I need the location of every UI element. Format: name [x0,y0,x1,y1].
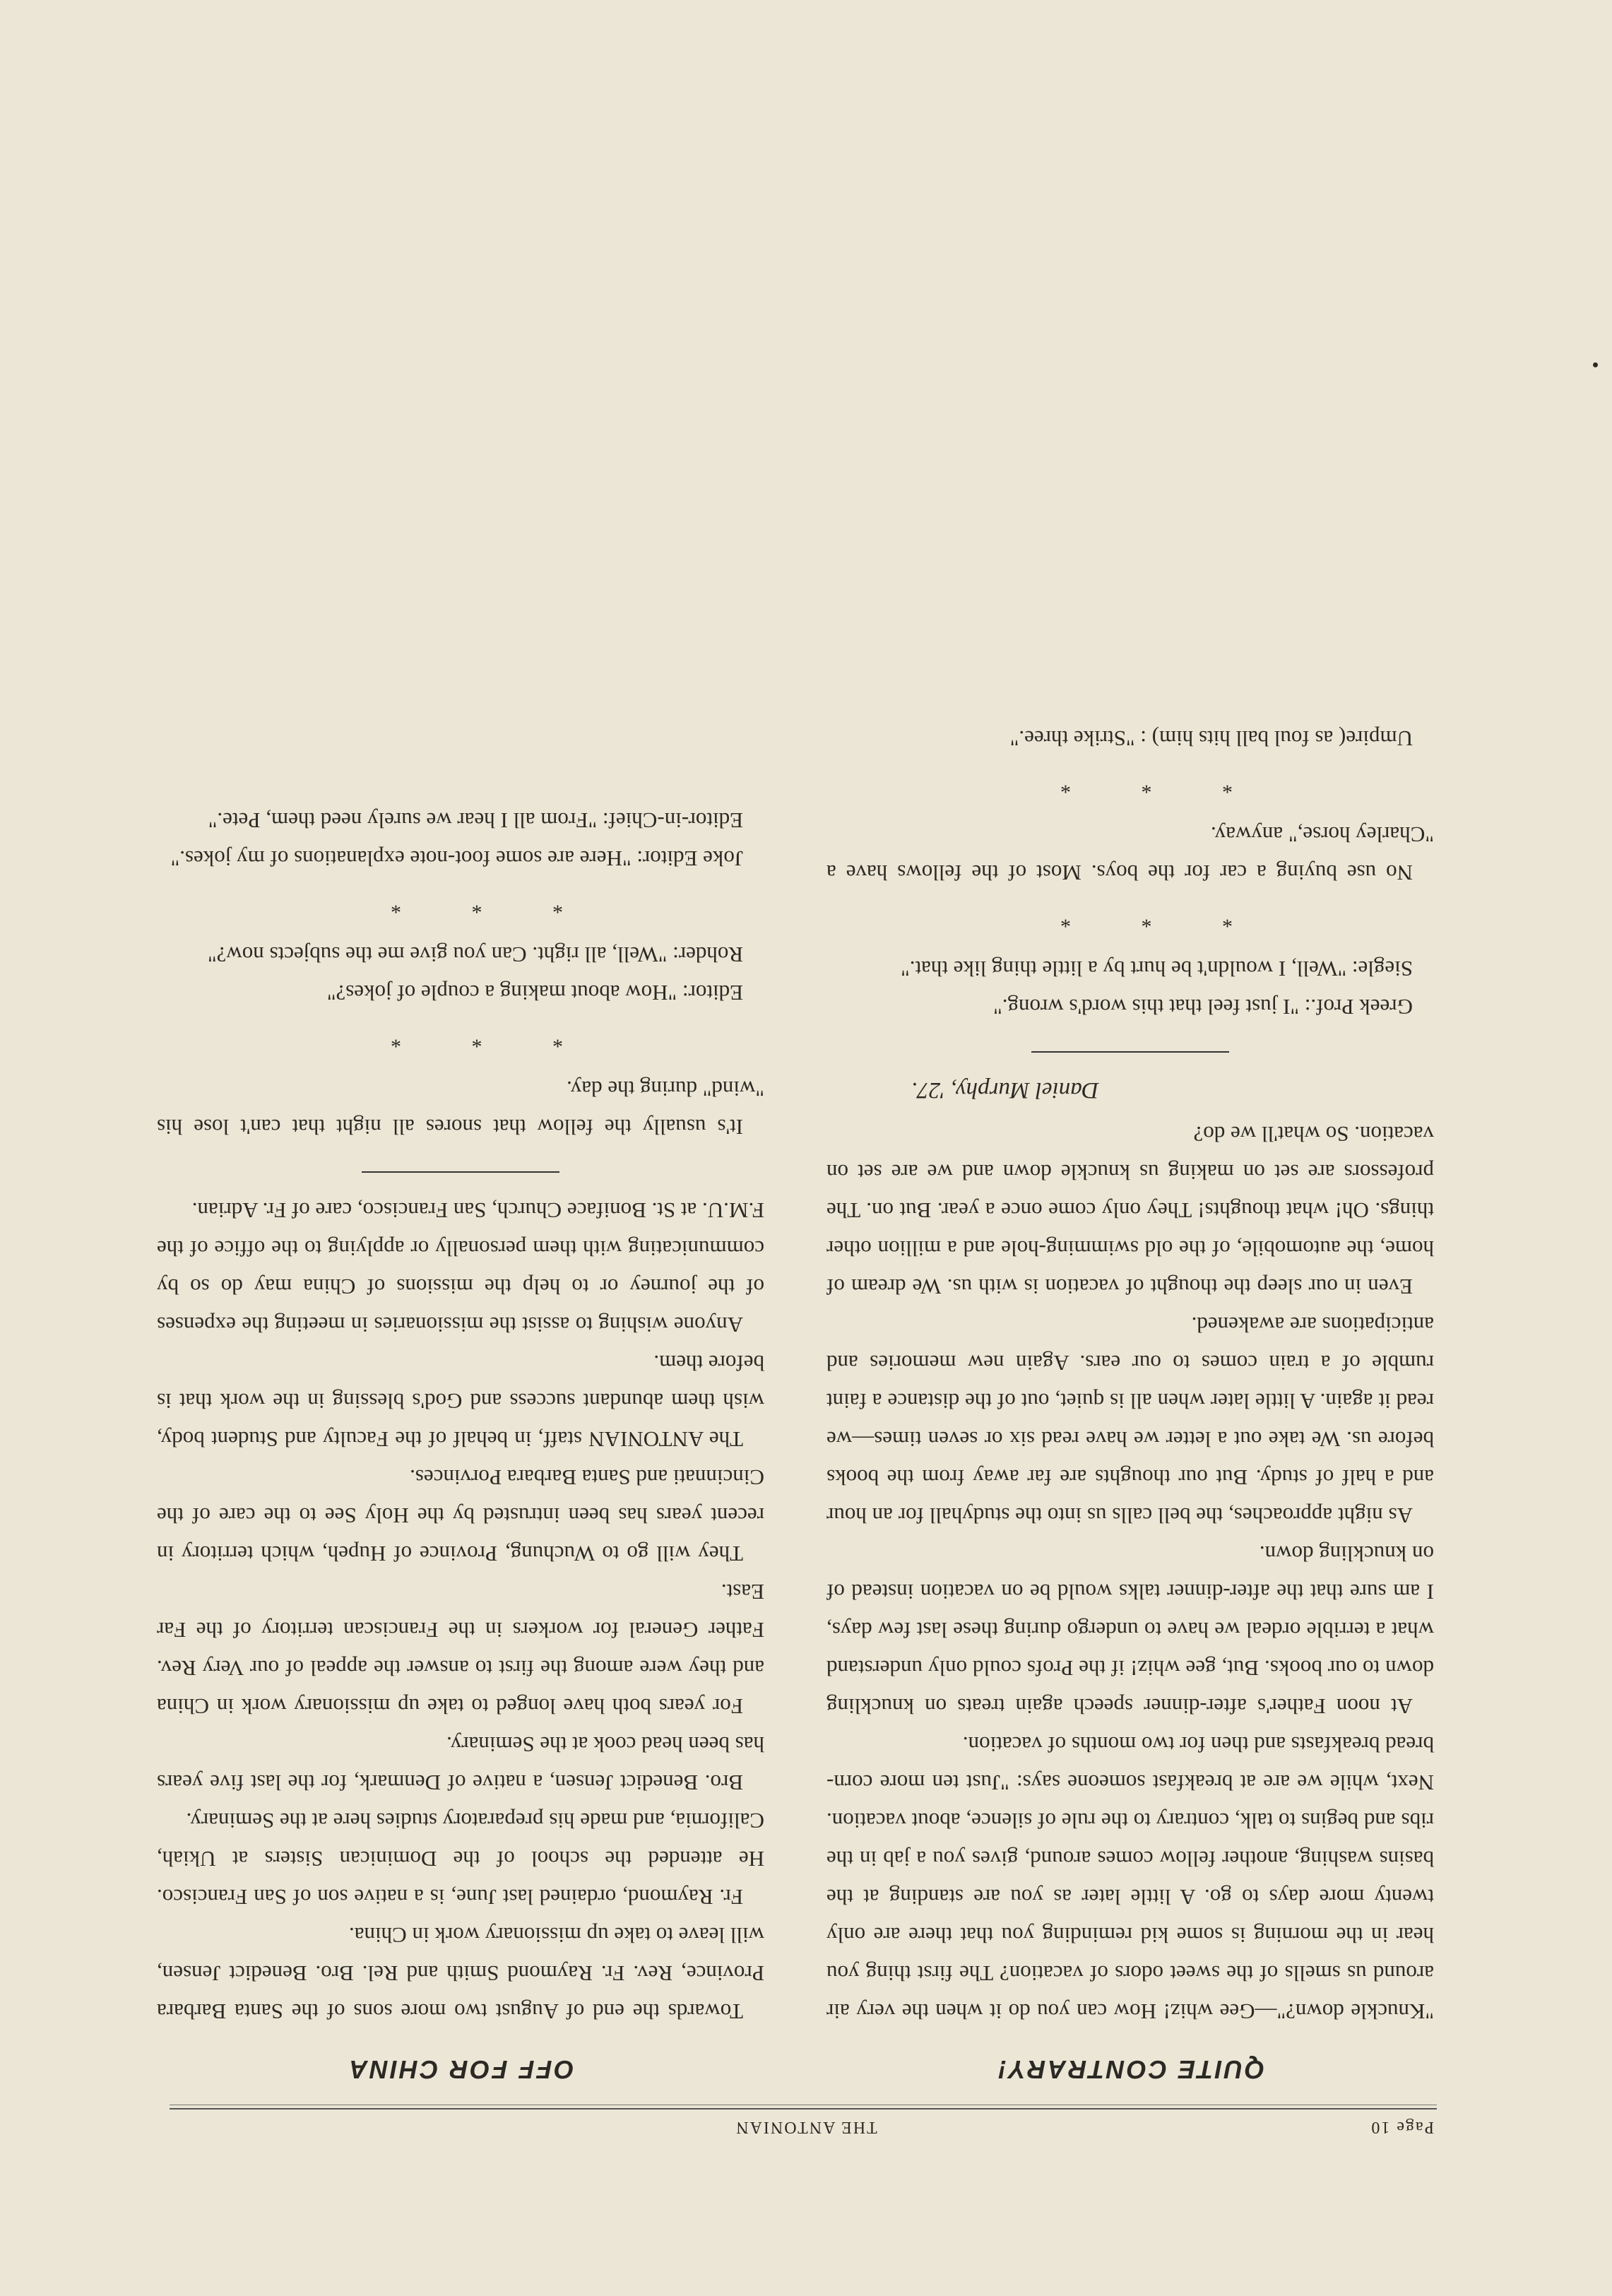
article-headline-off-for-china: OFF FOR CHINA [347,2055,574,2084]
article-paragraph: Fr. Raymond, ordained last June, is a native son of San Francisco. He attended the school of the Dominican Sisters at Ukiah, California, and made his preparatory studies here at the Seminary. [157,1809,764,1910]
article-paragraph: Even in our sleep the thought of vacation is with us. We dream of home, the automobile, of the old swimming-hole and a million other things. Oh! what thoughts! They only come once a year. But on. The professors are set on making us knuckle down and we are set on vacation. So what'll we do? [826,1122,1434,1299]
author-signature: Daniel Murphy, '27. [911,1077,1099,1103]
joke-line: Umpire( as foul ball hits him) : "Strike three." [1009,726,1413,751]
article-paragraph: The ANTONIAN staff, in behalf of the Faculty and Student body, wish them abundant success and God's blessing in the work that is before them. [157,1351,764,1452]
asterisk-separator: * * * [1028,909,1233,932]
asterisk-separator: * * * [1028,774,1233,798]
page-number: Page 10 [1370,2118,1434,2136]
asterisk-separator: * * * [358,1029,563,1052]
joke-line: It's usually the fellow that snores all night that can't lose his "wind" during the day. [157,1077,764,1140]
joke-line: No use buying a car for the boys. Most of the fellows have a "Charley horse," anyway. [826,822,1434,885]
joke-line: Joke Editor: "Here are some foot-note explanations of my jokes." [170,846,743,871]
article-headline-quite-contrary: QUITE CONTRARY! [995,2055,1265,2084]
article-paragraph: They will go to Wuchung, Province of Hupeh, which territory in recent years has been intrusted by the Holy See to the care of the Cincinnati and Santa Barbara Porvinces. [157,1465,764,1566]
joke-line: Editor-in-Chief: "From all I hear we surely need them, Pete." [208,808,743,833]
asterisk-separator: * * * [358,894,563,918]
header-rule [170,2108,1437,2109]
joke-line: Rohder: "Well, all right. Can you give me the subjects now?" [207,942,743,967]
right-column [157,801,764,2084]
joke-line: Siegle: "Well, I wouldn't be hurt by a little thing like that." [901,957,1413,981]
section-divider [362,1171,559,1173]
left-column [826,719,1434,2084]
joke-line: Editor: "How about making a couple of jokes?" [326,981,743,1005]
article-paragraph: For years both have longed to take up missionary work in China and they were among the first to answer the appeal of our Very Rev. Father General for workers in the Franciscan territory of the Far East. [157,1580,764,1719]
publication-title: THE ANTONIAN [735,2118,877,2136]
article-paragraph: "Knuckle down?"—Gee whiz! How can you do it when the very air around us smells of the sweet odors of vacation? The first thing you hear in the morning is some kid reminding you that there are only twenty more days to go. A little later as you are standing at the basins washing, another fellow comes around, gives you a jab in the ribs and begins to talk, contrary to the rule of silence, about vacation. Next, while we are at breakfast someone says: "Just ten more corn-bread breakfasts and then for two months of vacation. [826,1732,1434,2024]
joke-line: Greek Prof.: "I just feel that this word's wrong." [993,995,1413,1019]
article-paragraph: Bro. Benedict Jensen, a native of Denmark, for the last five years has been head cook at the Seminary. [157,1732,764,1795]
section-divider [1031,1051,1229,1053]
ink-speck [1593,362,1598,367]
article-paragraph: As night approaches, the bell calls us into the studyhall for an hour and a half of study. But our thoughts are far away from the books before us. We take out a letter we have read six or seven times—we read it again. A little later when all is quiet, out of the distance a faint rumble of a train comes to our ears. Again new memories and anticipations are awakened. [826,1313,1434,1528]
article-paragraph: Anyone wishing to assist the missionaries in meeting the expenses of the journey or to help the missions of China may do so by communicating with them personally or applying to the office of the F.M.U. at St. Boniface Church, San Francisco, care of Fr. Adrian. [157,1198,764,1337]
article-paragraph: Towards the end of August two more sons of the Santa Barbara Province, Rev. Fr. Raymond Smith and Rel. Bro. Benedict Jensen, will leave to take up missionary work in China. [157,1923,764,2024]
article-paragraph: At noon Father's after-dinner speech again treats on knuckling down to our books. But, gee whiz! if the Profs could only understand what a terrible ordeal we have to undergo during these last few days, I am sure that the after-dinner talks would be on vacation instead of on knuckling down. [826,1541,1434,1719]
